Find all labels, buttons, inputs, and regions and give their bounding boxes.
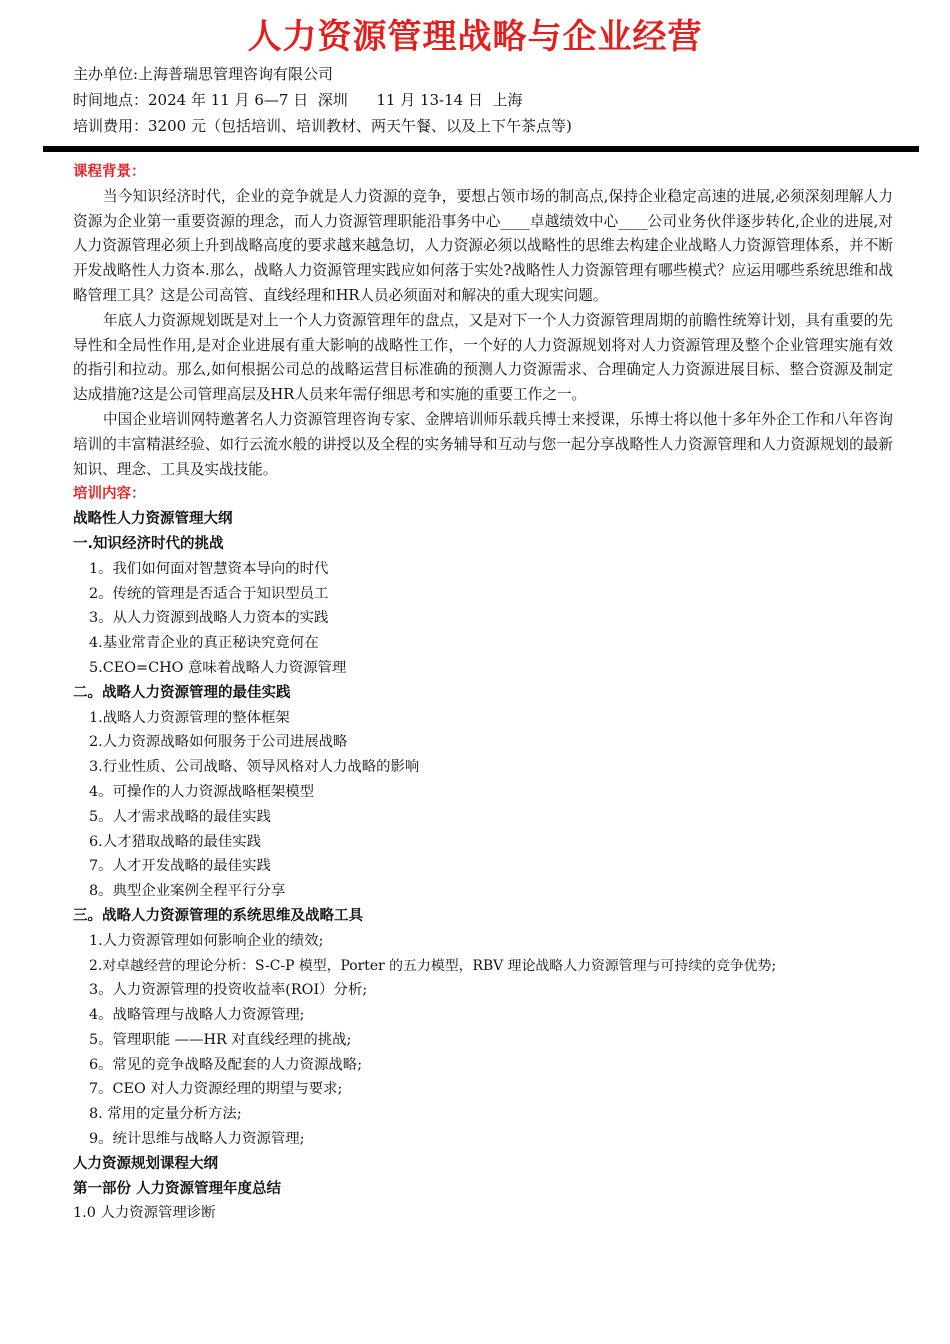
list-item: 1.战略人力资源管理的整体框架 (89, 709, 290, 726)
list-item: 7。CEO 对人力资源经理的期望与要求; (89, 1081, 343, 1098)
section-list (73, 706, 893, 904)
list-item: 5。管理职能 ——HR 对直线经理的挑战; (89, 1031, 352, 1048)
list-item: 6.人才猎取战略的最佳实践 (89, 833, 262, 850)
list-item: 3。从人力资源到战略人力资本的实践 (89, 610, 329, 627)
main-content (73, 160, 893, 1226)
list-item: 4。战略管理与战略人力资源管理; (89, 1007, 305, 1024)
list-item: 7。人才开发战略的最佳实践 (89, 858, 271, 875)
list-item: 9。统计思维与战略人力资源管理; (89, 1131, 305, 1148)
list-item: 2.对卓越经营的理论分析：S-C-P 模型，Porter 的五力模型，RBV 理论战略人力资源管理与可持续的竞争优势; (89, 957, 777, 974)
list-item: 8. 常用的定量分析方法; (89, 1106, 242, 1123)
time-place-line: 时间地点：2024 年 11 月 6—7 日 深圳 11 月 13-14 日 上海 (73, 91, 523, 109)
background-heading: 课程背景： (73, 164, 146, 180)
list-item: 3。人力资源管理的投资收益率(ROI）分析; (89, 982, 368, 999)
list-item: 5.CEO=CHO 意味着战略人力资源管理 (89, 659, 347, 676)
list-item: 4。可操作的人力资源战略框架模型 (89, 783, 315, 800)
section-list (73, 929, 893, 1152)
section-list (73, 557, 893, 681)
section-title: 一.知识经济时代的挑战 (73, 535, 224, 552)
fee-line: 培训费用：3200 元（包括培训、培训教材、两天午餐、以及上下午茶点等) (73, 117, 572, 135)
outline-title: 人力资源规划课程大纲 (73, 1155, 218, 1172)
part-title: 第一部份 人力资源管理年度总结 (73, 1180, 282, 1197)
section-title: 二。战略人力资源管理的最佳实践 (73, 684, 291, 701)
organizer-line: 主办单位:上海普瑞思管理咨询有限公司 (73, 65, 334, 83)
content-heading: 培训内容： (73, 486, 146, 503)
page-title: 人力资源管理战略与企业经营 (247, 17, 703, 57)
list-item: 5。人才需求战略的最佳实践 (89, 808, 271, 825)
background-paragraph: 当今知识经济时代，企业的竞争就是人力资源的竞争，要想占领市场的制高点,保持企业稳定高速的进展,必须深刻理解人力资源为企业第一重要资源的理念，而人力资源管理职能沿事务中心____卓越绩效中心____公司业务伙伴逐步转化,企业的进展,对人力资源管理必须上升到战略高度的要求越来越急切，人力资源必须以战略性的思维去构建企业战略人力资源管理体系，并不断开发战略性人力资本.那么，战略人力资源管理实践应如何落于实处?战略性人力资源管理有哪些模式？应运用哪些系统思维和战略管理工具？这是公司高管、直线经理和HR人员必须面对和解决的重大现实问题。 (73, 187, 893, 304)
list-item: 2.人力资源战略如何服务于公司进展战略 (89, 734, 348, 751)
header-divider (43, 146, 919, 152)
list-item: 8。典型企业案例全程平行分享 (89, 883, 286, 900)
list-item: 1.人力资源管理如何影响企业的绩效; (89, 932, 324, 949)
list-item: 2。传统的管理是否适合于知识型员工 (89, 585, 329, 602)
list-item: 6。常见的竞争战略及配套的人力资源战略; (89, 1056, 363, 1073)
list-item: 1。我们如何面对智慧资本导向的时代 (89, 560, 329, 577)
section-title: 三。战略人力资源管理的系统思维及战略工具 (73, 907, 363, 924)
list-item: 3.行业性质、公司战略、领导风格对人力战略的影响 (89, 759, 420, 776)
background-paragraph: 年底人力资源规划既是对上一个人力资源管理年的盘点，又是对下一个人力资源管理周期的前瞻性统筹计划，具有重要的先导性和全局性作用,是对企业进展有重大影响的战略性工作，一个好的人力资源规划将对人力资源管理及整个企业管理实施有效的指引和拉动。那么,如何根据公司总的战略运营目标准确的预测人力资源需求、合理确定人力资源进展目标、整合资源及制定达成措施?这是公司管理高层及HR人员来年需仔细思考和实施的重要工作之一。 (73, 311, 893, 404)
background-paragraph: 中国企业培训网特邀著名人力资源管理咨询专家、金牌培训师乐载兵博士来授课，乐博士将以他十多年外企工作和八年咨询培训的丰富精湛经验、如行云流水般的讲授以及全程的实务辅导和互动与您一起分享战略性人力资源管理和人力资源规划的最新知识、理念、工具及实战技能。 (73, 410, 893, 478)
part-list (73, 1201, 893, 1226)
list-item: 1.0 人力资源管理诊断 (73, 1205, 216, 1222)
outline-title: 战略性人力资源管理大纲 (73, 511, 233, 528)
list-item: 4.基业常青企业的真正秘诀究竟何在 (89, 635, 319, 652)
